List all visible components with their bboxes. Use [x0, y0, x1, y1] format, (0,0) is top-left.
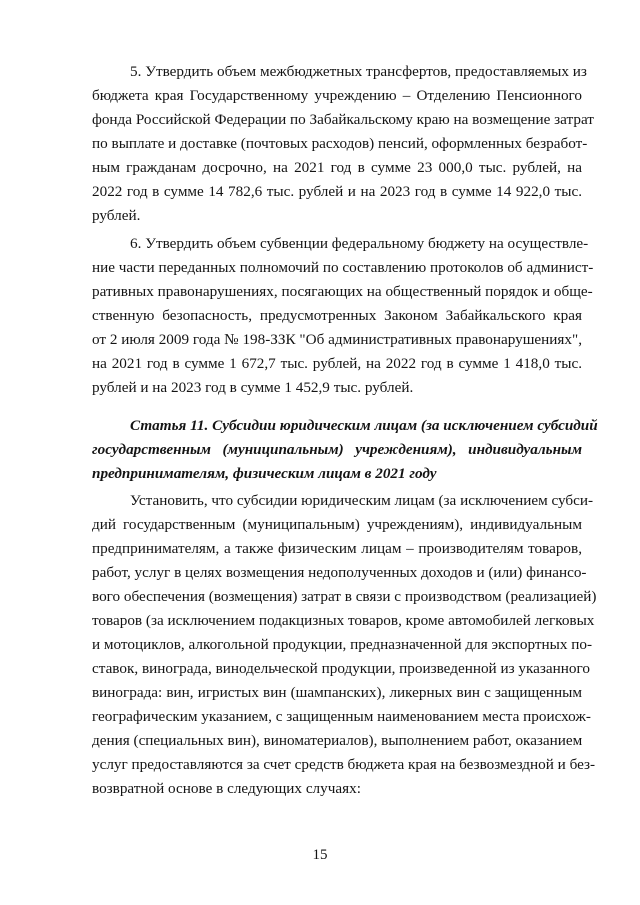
text-line: дения (специальных вин), виноматериалов), выполнением работ, оказанием	[92, 732, 583, 749]
text-line: винограда: вин, игристых вин (шампанских), ликерных вин с защищенным	[92, 684, 582, 701]
text-line: на 2021 год в сумме 1 672,7 тыс. рублей, на 2022 год в сумме 1 418,0 тыс.	[92, 355, 582, 372]
text-line: ставок, винограда, винодельческой продукции, произведенной из указанного	[92, 660, 590, 677]
text-line: ние части переданных полномочий по составлению протоколов об админист-	[92, 259, 594, 276]
text-line: бюджета края Государственному учреждению – Отделению Пенсионного	[92, 87, 582, 104]
text-line: от 2 июля 2009 года № 198-ЗЗК "Об административных правонарушениях",	[92, 331, 582, 348]
text-line: ративных правонарушениях, посягающих на общественный порядок и обще-	[92, 283, 593, 300]
text-line: 2022 год в сумме 14 782,6 тыс. рублей и на 2023 год в сумме 14 922,0 тыс.	[92, 183, 582, 200]
heading-line: Статья 11. Субсидии юридическим лицам (за исключением субсидий	[130, 417, 598, 434]
text-line: 5. Утвердить объем межбюджетных трансфертов, предоставляемых из	[130, 63, 587, 80]
text-line: товаров (за исключением подакцизных товаров, кроме автомобилей легковых	[92, 612, 595, 629]
text-line: предпринимателям, а также физическим лицам – производителям товаров,	[92, 540, 582, 557]
page-number: 15	[312, 847, 328, 863]
text-line: вого обеспечения (возмещения) затрат в связи с производством (реализацией)	[92, 588, 597, 605]
text-line: рублей.	[92, 207, 141, 224]
text-line: ственную безопасность, предусмотренных Законом Забайкальского края	[92, 307, 582, 324]
heading-line: предпринимателям, физическим лицам в 2021 году	[92, 465, 437, 482]
text-line: географическим указанием, с защищенным наименованием места происхож-	[92, 708, 591, 725]
text-line: рублей и на 2023 год в сумме 1 452,9 тыс. рублей.	[92, 379, 414, 396]
heading-line: государственным (муниципальным) учреждениям), индивидуальным	[92, 441, 582, 458]
text-line: по выплате и доставке (почтовых расходов) пенсий, оформленных безработ-	[92, 135, 588, 152]
text-line: Установить, что субсидии юридическим лицам (за исключением субси-	[130, 492, 594, 509]
text-line: ным гражданам досрочно, на 2021 год в сумме 23 000,0 тыс. рублей, на	[92, 159, 582, 176]
text-line: дий государственным (муниципальным) учреждениям), индивидуальным	[92, 516, 582, 533]
text-line: фонда Российской Федерации по Забайкальскому краю на возмещение затрат	[92, 111, 594, 128]
text-line: возвратной основе в следующих случаях:	[92, 780, 361, 797]
text-line: услуг предоставляются за счет средств бюджета края на безвозмездной и без-	[92, 756, 596, 773]
text-line: 6. Утвердить объем субвенции федеральному бюджету на осуществле-	[130, 235, 589, 252]
text-line: и мотоциклов, алкогольной продукции, предназначенной для экспортных по-	[92, 636, 593, 653]
text-line: работ, услуг в целях возмещения недополученных доходов и (или) финансо-	[92, 564, 587, 581]
